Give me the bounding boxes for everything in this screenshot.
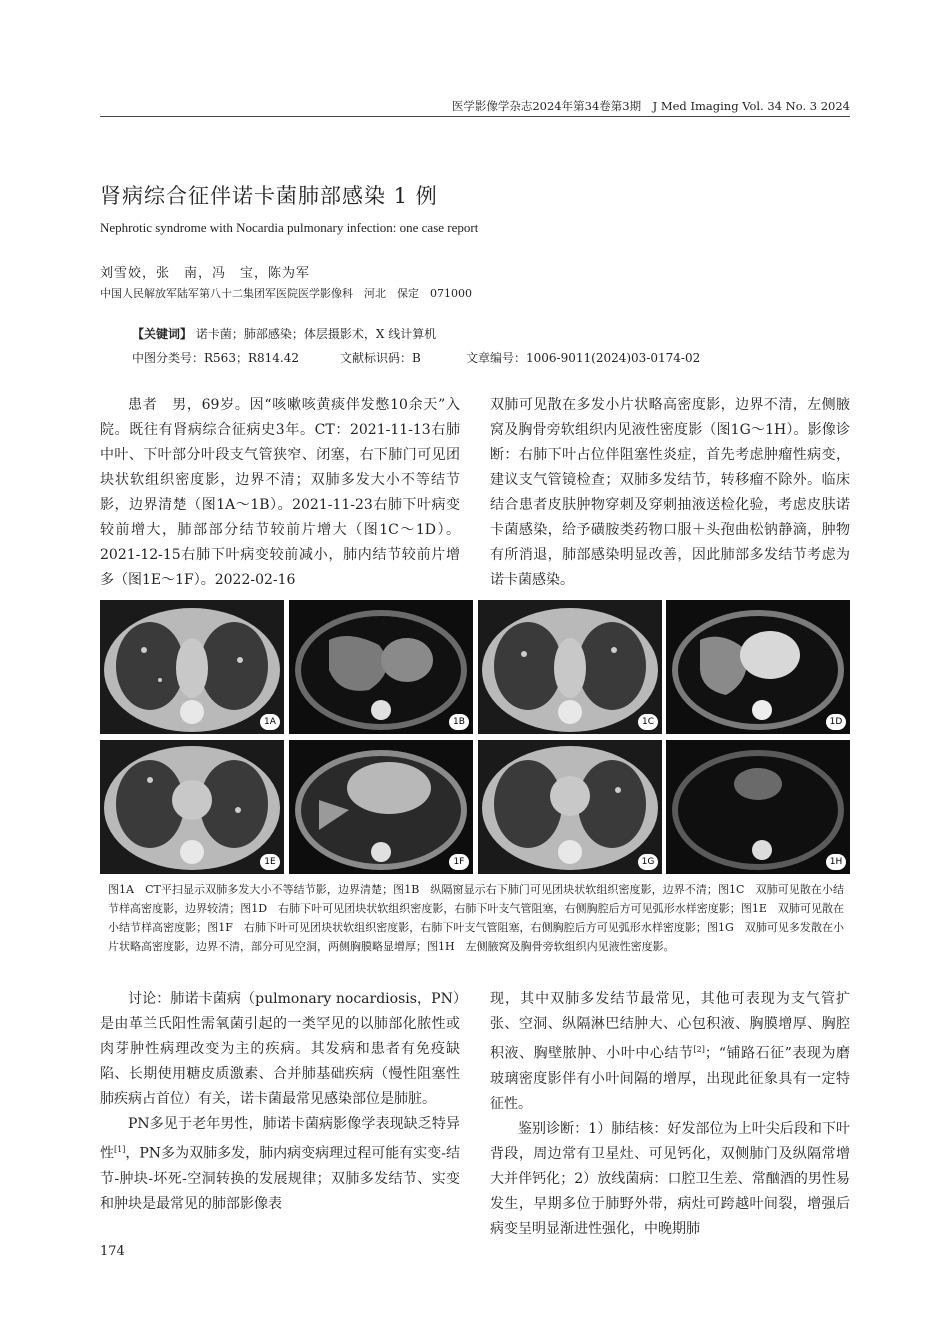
discussion-paragraph-2 (100, 1112, 460, 1217)
ct-panel-1g (478, 740, 662, 874)
doc-value: B (412, 351, 421, 365)
ct-mediastinal-window-image (289, 740, 473, 874)
para-text: ，PN多为双肺多发，肺内病变病理过程可能有实变-结节-肿块-坏死-空洞转换的发展规律；双肺多发结节、实变和肿块是最常见的肺部影像表 (100, 1145, 460, 1212)
keywords-label: 【关键词】 (132, 327, 193, 341)
header-rule (100, 116, 850, 117)
differential-paragraph: 鉴别诊断：1）肺结核：好发部位为上叶尖后段和下叶背段，周边常有卫星灶、可见钙化，双侧肺门及纵隔常增大并伴钙化；2）放线菌病：口腔卫生差、常酗酒的男性易发生，早期多位于肺野外带，病灶可跨越叶间裂，增强后病变呈明显渐进性强化，中晚期肺 (490, 1120, 850, 1237)
reference-link[interactable]: [2] (693, 1045, 705, 1054)
panel-label: 1G (638, 854, 658, 870)
keywords: 诺卡菌；肺部感染；体层摄影术，X 线计算机 (195, 327, 437, 341)
ct-panel-1b (289, 600, 473, 734)
ct-panel-1h (666, 740, 850, 874)
title-chinese: 肾病综合征伴诺卡菌肺部感染 1 例 (100, 184, 438, 208)
body-column-4 (490, 987, 850, 1242)
para-text: PN多见于老年男性，肺诺卡菌病影像学表现缺乏特异性 (100, 1116, 460, 1162)
body-column-3 (100, 987, 460, 1217)
ct-mediastinal-window-image (666, 740, 850, 874)
ct-lung-window-image (100, 740, 284, 874)
article-number (466, 349, 700, 366)
figure-caption: 图1A CT平扫显示双肺多发大小不等结节影，边界清楚；图1B 纵隔窗显示右下肺门可见团块状软组织密度影，边界不清；图1C 双肺可见散在小结节样高密度影，边界较清；图1D 右肺下叶可见团块状软组织密度影，右肺下叶支气管阻塞，右侧胸腔后方可见弧形水样密度影；图1E 双肺可见散在小结节样高密度影；图1F 右肺下叶可见团块状软组织密度影，右肺下叶支气管阻塞，右侧胸腔后方可见弧形水样密度影；图1G 双肺可见多发散在小片状略高密度影，边界不清，部分可见空洞，两侧胸膜略显增厚；图1H 左侧腋窝及胸骨旁软组织内见液性密度影。 (108, 883, 844, 953)
class-value: R563；R814.42 (204, 351, 299, 365)
discussion-paragraph-3 (490, 987, 850, 1117)
panel-label: 1H (826, 854, 846, 870)
page-number: 174 (100, 1244, 125, 1259)
body-column-1 (100, 393, 460, 593)
panel-label: 1E (260, 854, 280, 870)
panel-label: 1A (260, 714, 280, 730)
discussion-paragraph: 讨论：肺诺卡菌病（pulmonary nocardiosis，PN）是由革兰氏阳性需氧菌引起的一类罕见的以肺部化脓性或肉芽肿性病理改变为主的疾病。其发病和患者有免疫缺陷、长期使用糖皮质激素、合并肺基础疾病（慢性阻塞性肺疾病占首位）有关，诺卡菌最常见感染部位是肺脏。 (100, 991, 460, 1107)
keywords-line (132, 325, 436, 342)
ct-lung-window-image (478, 740, 662, 874)
case-paragraph-cont: 双肺可见散在多发小片状略高密度影，边界不清，左侧腋窝及胸骨旁软组织内见液性密度影（图1G～1H）。影像诊断：右肺下叶占位伴阻塞性炎症，首先考虑肿瘤性病变，建议支气管镜检查；双肺多发结节，转移瘤不除外。临床结合患者皮肤肿物穿刺及穿刺抽液送检化验，考虑皮肤诺卡菌感染，给予磺胺类药物口服＋头孢曲松钠静滴，肿物有所消退，肺部感染明显改善，因此肺部多发结节考虑为诺卡菌感染。 (490, 397, 850, 588)
ct-lung-window-image (100, 600, 284, 734)
para-text: 现，其中双肺多发结节最常见，其他可表现为支气管扩张、空洞、纵隔淋巴结肿大、心包积液、胸膜增厚、胸腔积液、胸壁脓肿、小叶中心结节 (490, 991, 850, 1062)
panel-label: 1B (449, 714, 469, 730)
article-value: 1006-9011(2024)03-0174-02 (526, 351, 701, 365)
ct-panel-1f (289, 740, 473, 874)
panel-label: 1D (826, 714, 846, 730)
ct-panel-1e (100, 740, 284, 874)
running-header: 医学影像学杂志2024年第34卷第3期 J Med Imaging Vol. 34 No. 3 2024 (451, 99, 850, 113)
ct-panel-1a (100, 600, 284, 734)
para-text: ；“铺路石征”表现为磨玻璃密度影伴有小叶间隔的增厚，出现此征象具有一定特征性。 (490, 1045, 850, 1112)
title-english: Nephrotic syndrome with Nocardia pulmonary infection: one case report (100, 220, 479, 235)
doc-label: 文献标识码： (340, 351, 413, 365)
ct-mediastinal-window-image (666, 600, 850, 734)
class-number (132, 349, 299, 366)
figure-1 (100, 600, 850, 875)
ct-panel-1d (666, 600, 850, 734)
affiliation: 中国人民解放军陆军第八十二集团军医院医学影像科 河北 保定 071000 (100, 287, 472, 300)
panel-label: 1C (638, 714, 658, 730)
panel-label: 1F (449, 854, 469, 870)
reference-link[interactable]: [1] (114, 1145, 126, 1154)
authors: 刘雪姣，张 南，冯 宝，陈为军 (100, 266, 311, 281)
doc-code (340, 349, 421, 366)
class-label: 中图分类号： (132, 351, 205, 365)
case-paragraph: 患者 男，69岁。因“咳嗽咳黄痰伴发憋10余天”入院。既往有肾病综合征病史3年。CT：2021-11-13右肺中叶、下叶部分叶段支气管狭窄、闭塞，右下肺门可见团块状软组织密度影，边界不清；双肺多发大小不等结节影，边界清楚（图1A～1B）。2021-11-23右肺下叶病变较前增大，肺部部分结节较前片增大（图1C～1D）。2021-12-15右肺下叶病变较前减小，肺内结节较前片增多（图1E～1F）。2022-02-16 (100, 397, 460, 588)
body-column-2 (490, 393, 850, 593)
article-label: 文章编号： (466, 351, 527, 365)
ct-mediastinal-window-image (289, 600, 473, 734)
ct-lung-window-image (478, 600, 662, 734)
ct-panel-1c (478, 600, 662, 734)
